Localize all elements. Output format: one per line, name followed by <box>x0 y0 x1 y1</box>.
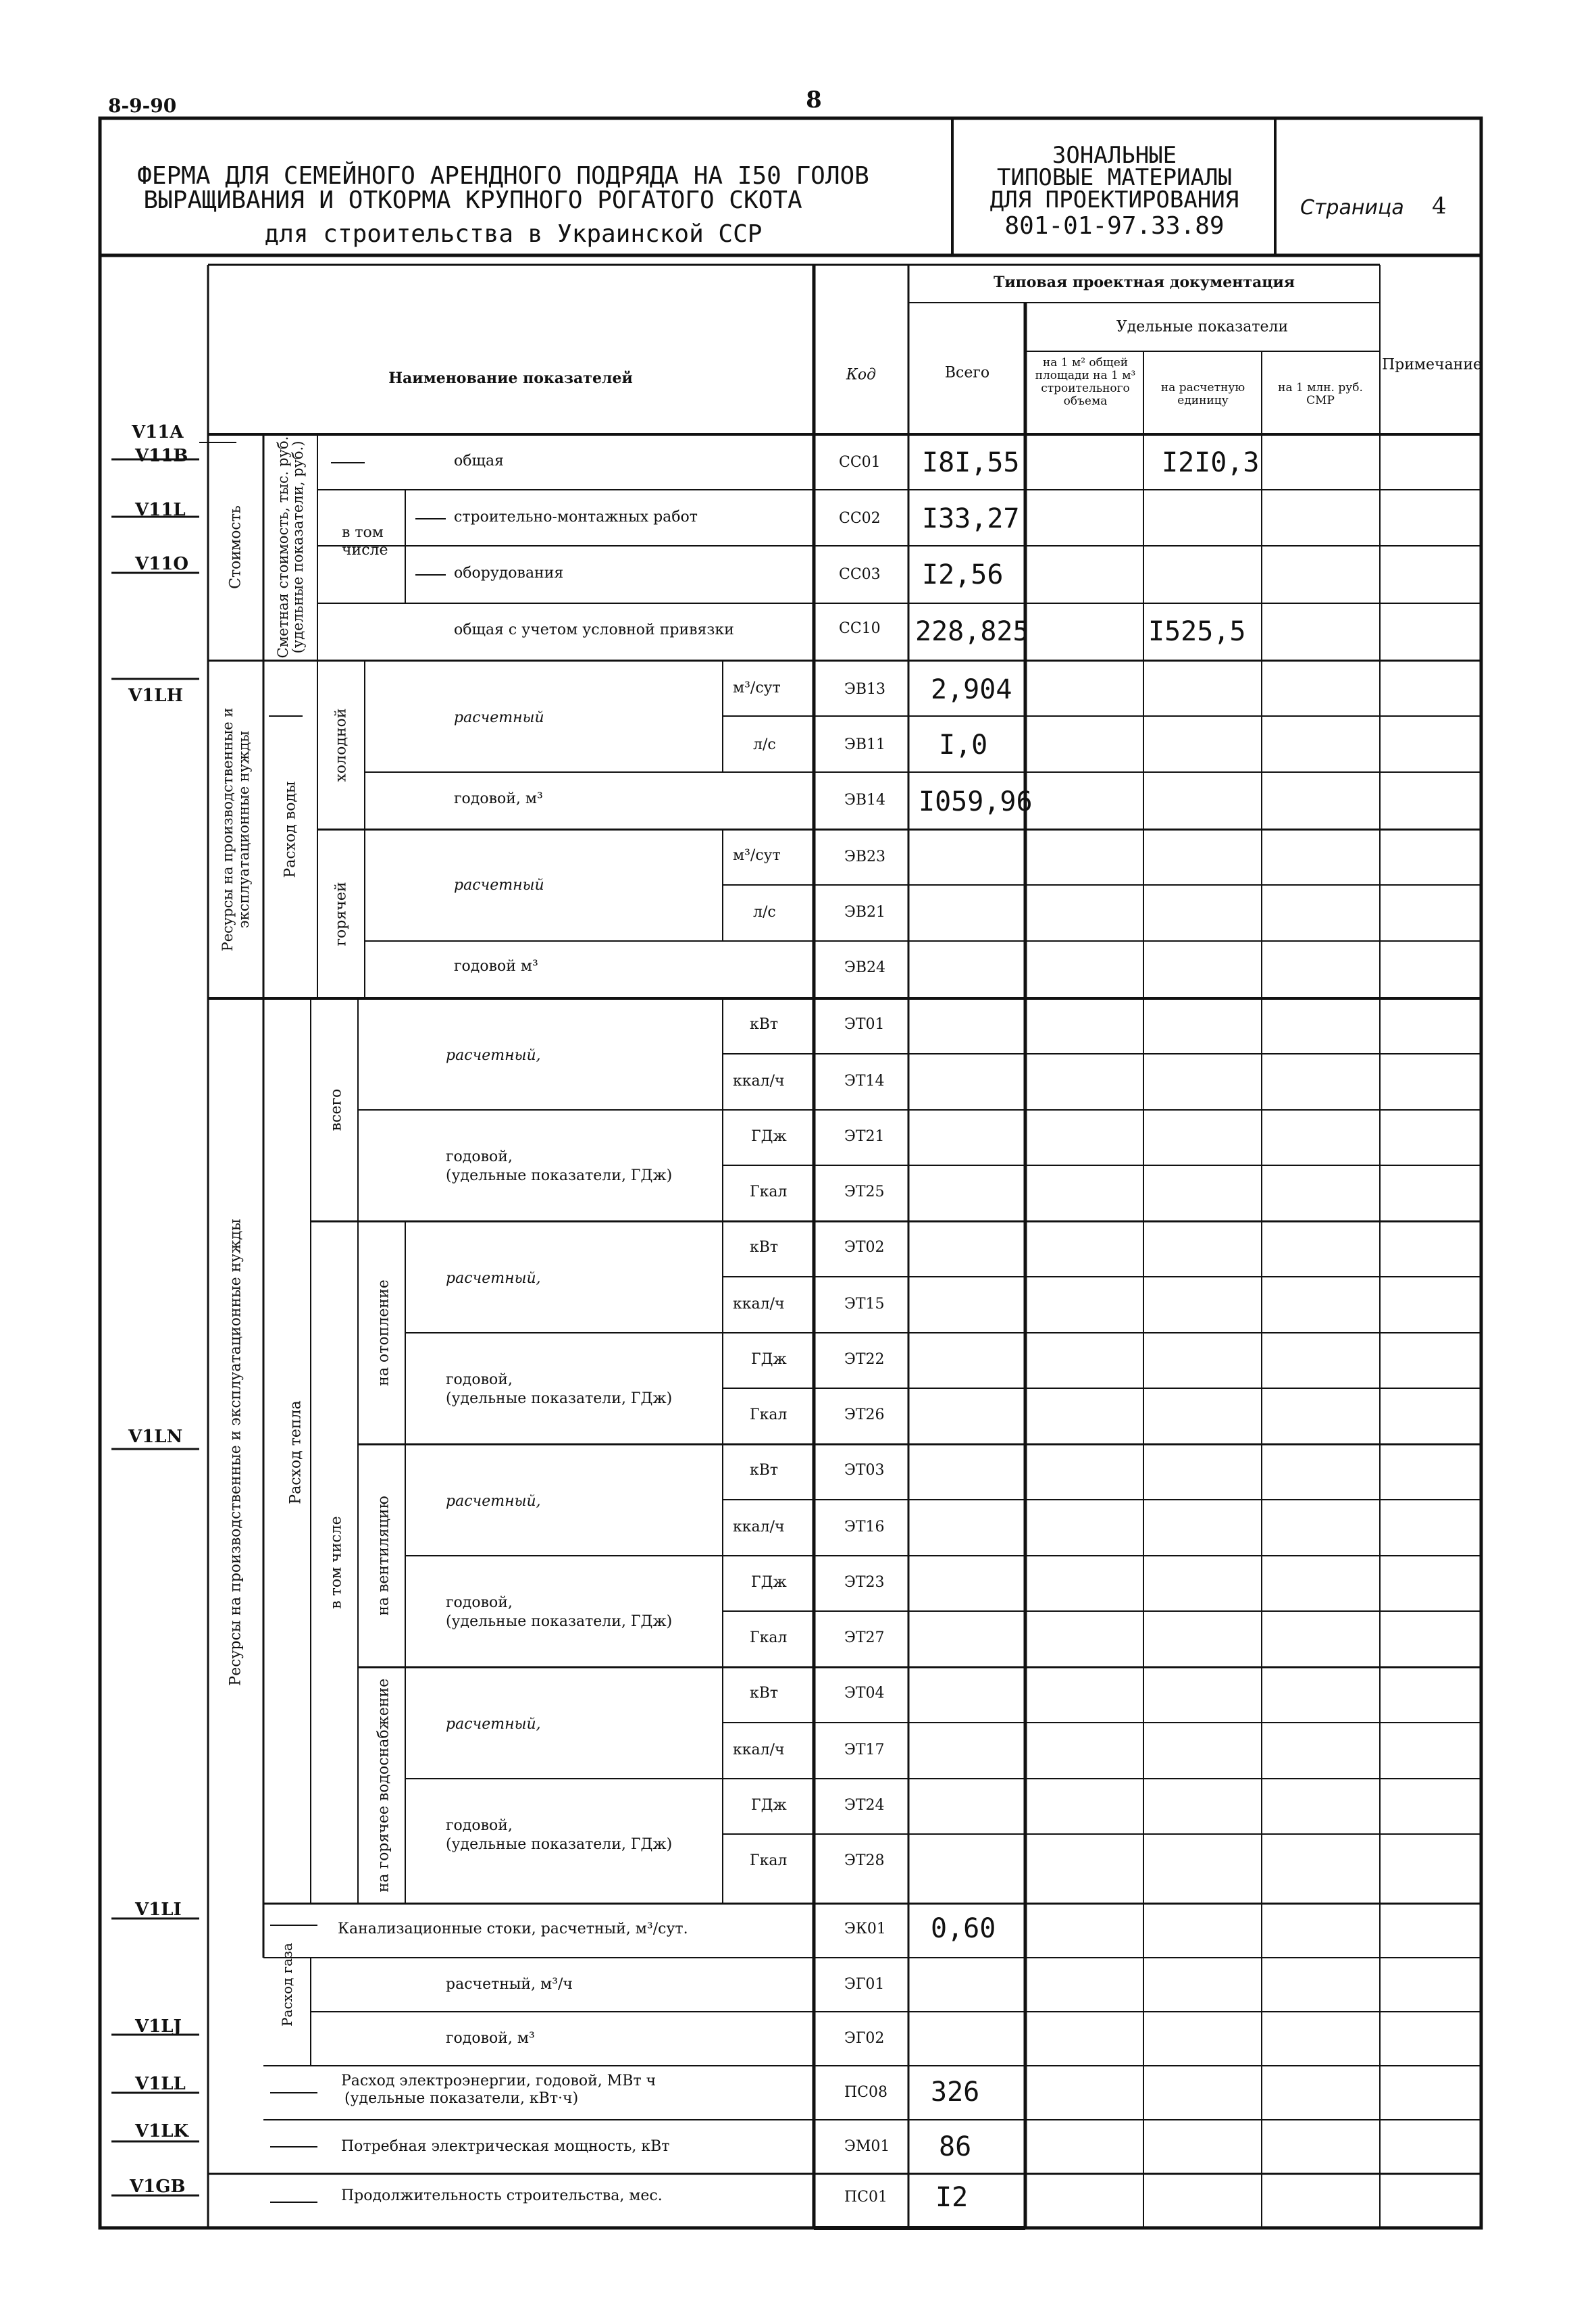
per-area-header: на 1 м² общей площади на 1 м³ строительного объема <box>1035 356 1136 408</box>
et26-unit: Гкал <box>750 1406 788 1423</box>
title-line-3: для строительства в Украинской ССР <box>264 220 763 248</box>
et01-unit: кВт <box>750 1016 779 1033</box>
row-pc08-code: ПС08 <box>844 2084 888 2101</box>
et26-code: ЭТ26 <box>844 1406 885 1423</box>
all-annual-label-2: (удельные показатели, ГДж) <box>446 1167 673 1184</box>
row-cc01-total: I8I,55 <box>922 447 1020 478</box>
et15-unit: ккал/ч <box>733 1296 785 1313</box>
group-cost: Стоимость <box>227 505 244 589</box>
row-cc02-name: строительно-монтажных работ <box>454 509 698 526</box>
row-pc01-code: ПС01 <box>844 2189 888 2206</box>
incl-label-2: числе <box>342 542 388 559</box>
et02-code: ЭТ02 <box>844 1239 885 1256</box>
hotwater-annual-label-1: годовой, <box>446 1817 513 1834</box>
vent-annual-label-1: годовой, <box>446 1594 513 1611</box>
row-eb11-code: ЭВ11 <box>844 736 885 753</box>
series-line-2: ТИПОВЫЕ МАТЕРИАЛЫ <box>997 164 1232 191</box>
row-cc02-total: I33,27 <box>922 503 1020 534</box>
row-label-v11a: V11A <box>132 422 184 442</box>
row-label-v1lh: V1LH <box>128 686 184 706</box>
row-eb13-total: 2,904 <box>931 674 1012 705</box>
et27-code: ЭТ27 <box>844 1629 885 1646</box>
group-estimate: Сметная стоимость, тыс. руб. (удельные показатели, руб.) <box>275 436 306 659</box>
series-line-3: ДЛЯ ПРОЕКТИРОВАНИЯ <box>989 186 1239 213</box>
per-unit-header: на расчетную единицу <box>1160 381 1245 407</box>
series-line-1: ЗОНАЛЬНЫЕ <box>1052 142 1177 169</box>
row-ek01-total: 0,60 <box>931 1913 996 1944</box>
group-heat: Расход тепла <box>287 1400 305 1504</box>
row-em01-total: 86 <box>939 2131 972 2162</box>
row-eb21-unit: л/с <box>753 904 776 921</box>
row-pc01-total: I2 <box>935 2182 969 2213</box>
row-cc10-total: 228,825 <box>915 616 1029 647</box>
row-eb11-unit: л/с <box>753 736 776 753</box>
typical-docs-header: Типовая проектная документация <box>993 274 1295 291</box>
per-million-header: на 1 млн. руб. СМР <box>1278 381 1363 407</box>
hot-calc-label: расчетный <box>454 877 544 894</box>
et28-unit: Гкал <box>750 1852 788 1869</box>
et22-code: ЭТ22 <box>844 1351 885 1368</box>
row-cc10-per-unit: I525,5 <box>1148 616 1246 647</box>
group-water: Расход воды <box>282 781 299 878</box>
cold-calc-label: расчетный <box>454 709 544 726</box>
row-label-v11o: V11O <box>135 554 189 574</box>
row-label-v11b: V11B <box>135 446 188 466</box>
et24-unit: ГДж <box>751 1797 787 1814</box>
row-cc01-code: СС01 <box>839 454 881 471</box>
group-heat-resources: Ресурсы на производственные и эксплуатационные нужды <box>227 1219 244 1686</box>
group-hot: горячей <box>332 882 350 946</box>
et21-code: ЭТ21 <box>844 1128 885 1145</box>
group-incl: в том числе <box>328 1516 345 1609</box>
et03-unit: кВт <box>750 1462 779 1479</box>
row-label-v1ll: V1LL <box>135 2074 186 2094</box>
title-line-2: ВЫРАЩИВАНИЯ И ОТКОРМА КРУПНОГО РОГАТОГО СКОТА <box>143 186 802 214</box>
et17-unit: ккал/ч <box>733 1742 785 1758</box>
row-em01-name: Потребная электрическая мощность, кВт <box>341 2138 670 2155</box>
et24-code: ЭТ24 <box>844 1797 885 1814</box>
incl-label-1: в том <box>342 524 384 541</box>
et25-code: ЭТ25 <box>844 1184 885 1200</box>
row-eb11-total: I,0 <box>939 730 988 761</box>
row-eb14-code: ЭВ14 <box>844 792 885 809</box>
et14-code: ЭТ14 <box>844 1073 885 1090</box>
et04-code: ЭТ04 <box>844 1685 885 1702</box>
row-cc01-name: общая <box>454 453 504 469</box>
group-hotwater: на горячее водоснабжение <box>375 1678 392 1893</box>
row-cc03-code: СС03 <box>839 566 881 583</box>
group-water-resources: Ресурсы на производственные и эксплуатационные нужды <box>220 707 252 952</box>
et16-unit: ккал/ч <box>733 1519 785 1535</box>
name-column-header: Наименование показателей <box>388 370 633 387</box>
et28-code: ЭТ28 <box>844 1852 885 1869</box>
row-cc10-code: СС10 <box>839 620 881 637</box>
et17-code: ЭТ17 <box>844 1742 885 1758</box>
row-eb14-name: годовой, м³ <box>454 790 543 807</box>
group-gas: Расход газа <box>279 1943 295 2027</box>
vent-calc-label: расчетный, <box>446 1493 541 1510</box>
row-label-v1gb: V1GB <box>130 2177 186 2197</box>
total-column-header: Всего <box>944 364 990 382</box>
row-label-v1li: V1LI <box>135 1900 182 1920</box>
row-cc03-name: оборудования <box>454 565 564 582</box>
row-cc01-per-unit: I2I0,3 <box>1162 447 1260 478</box>
row-ek01-name: Канализационные стоки, расчетный, м³/сут. <box>338 1921 688 1937</box>
row-eb23-code: ЭВ23 <box>844 848 885 865</box>
row-pc08-name-1: Расход электроэнергии, годовой, МВт ч <box>341 2073 657 2089</box>
et14-unit: ккал/ч <box>733 1073 785 1090</box>
all-annual-label-1: годовой, <box>446 1148 513 1165</box>
heating-calc-label: расчетный, <box>446 1270 541 1287</box>
hotwater-annual-label-2: (удельные показатели, ГДж) <box>446 1836 673 1853</box>
et15-code: ЭТ15 <box>844 1296 885 1313</box>
row-pc01-name: Продолжительность строительства, мес. <box>341 2187 663 2204</box>
group-all: всего <box>328 1088 345 1132</box>
series-code: 801-01-97.33.89 <box>1004 212 1225 240</box>
row-label-v1lj: V1LJ <box>135 2016 182 2037</box>
et21-unit: ГДж <box>751 1128 787 1145</box>
heating-annual-label-1: годовой, <box>446 1371 513 1388</box>
doc-number: 8-9-90 <box>108 95 177 117</box>
row-label-v11l: V11L <box>135 500 186 520</box>
et03-code: ЭТ03 <box>844 1462 885 1479</box>
vent-annual-label-2: (удельные показатели, ГДж) <box>446 1613 673 1630</box>
row-label-v1lk: V1LK <box>135 2121 189 2141</box>
row-eg02-code: ЭГ02 <box>844 2030 885 2047</box>
page-label: Страница <box>1300 196 1404 220</box>
row-eb13-unit: м³/сут <box>733 680 781 696</box>
row-em01-code: ЭМ01 <box>844 2138 890 2155</box>
row-label-v1ln: V1LN <box>128 1427 183 1447</box>
et23-code: ЭТ23 <box>844 1574 885 1591</box>
note-column-header: Примечание <box>1381 356 1483 374</box>
et22-unit: ГДж <box>751 1351 787 1368</box>
et25-unit: Гкал <box>750 1184 788 1200</box>
group-cold: холодной <box>332 708 350 782</box>
page-value: 4 <box>1432 193 1447 220</box>
hotwater-calc-label: расчетный, <box>446 1716 541 1733</box>
group-heating: на отопление <box>375 1279 392 1386</box>
row-eb14-total: I059,96 <box>919 786 1033 817</box>
row-cc02-code: СС02 <box>839 510 881 527</box>
row-eb24-code: ЭВ24 <box>844 959 885 976</box>
row-eg01-name: расчетный, м³/ч <box>446 1976 573 1993</box>
row-eb23-unit: м³/сут <box>733 847 781 864</box>
et02-unit: кВт <box>750 1239 779 1256</box>
specific-header: Удельные показатели <box>1116 318 1289 336</box>
row-eg02-name: годовой, м³ <box>446 2030 535 2047</box>
row-eb13-code: ЭВ13 <box>844 681 885 698</box>
row-eb21-code: ЭВ21 <box>844 904 885 921</box>
et04-unit: кВт <box>750 1685 779 1702</box>
row-ek01-code: ЭК01 <box>844 1921 886 1937</box>
code-column-header: Код <box>846 366 877 384</box>
row-cc10-name: общая с учетом условной привязки <box>454 621 734 638</box>
row-cc03-total: I2,56 <box>922 559 1004 590</box>
et23-unit: ГДж <box>751 1574 787 1591</box>
row-eg01-code: ЭГ01 <box>844 1976 885 1993</box>
page-number: 8 <box>806 86 822 113</box>
et01-code: ЭТ01 <box>844 1016 885 1033</box>
heating-annual-label-2: (удельные показатели, ГДж) <box>446 1390 673 1407</box>
all-calc-label: расчетный, <box>446 1047 541 1064</box>
group-vent: на вентиляцию <box>375 1496 392 1616</box>
row-eb24-name: годовой м³ <box>454 958 538 975</box>
row-pc08-total: 326 <box>931 2077 980 2108</box>
et27-unit: Гкал <box>750 1629 788 1646</box>
et16-code: ЭТ16 <box>844 1519 885 1535</box>
row-pc08-name-2: (удельные показатели, кВт·ч) <box>344 2090 579 2107</box>
title-line-1: ФЕРМА ДЛЯ СЕМЕЙНОГО АРЕНДНОГО ПОДРЯДА НА I50 ГОЛОВ <box>137 162 869 190</box>
